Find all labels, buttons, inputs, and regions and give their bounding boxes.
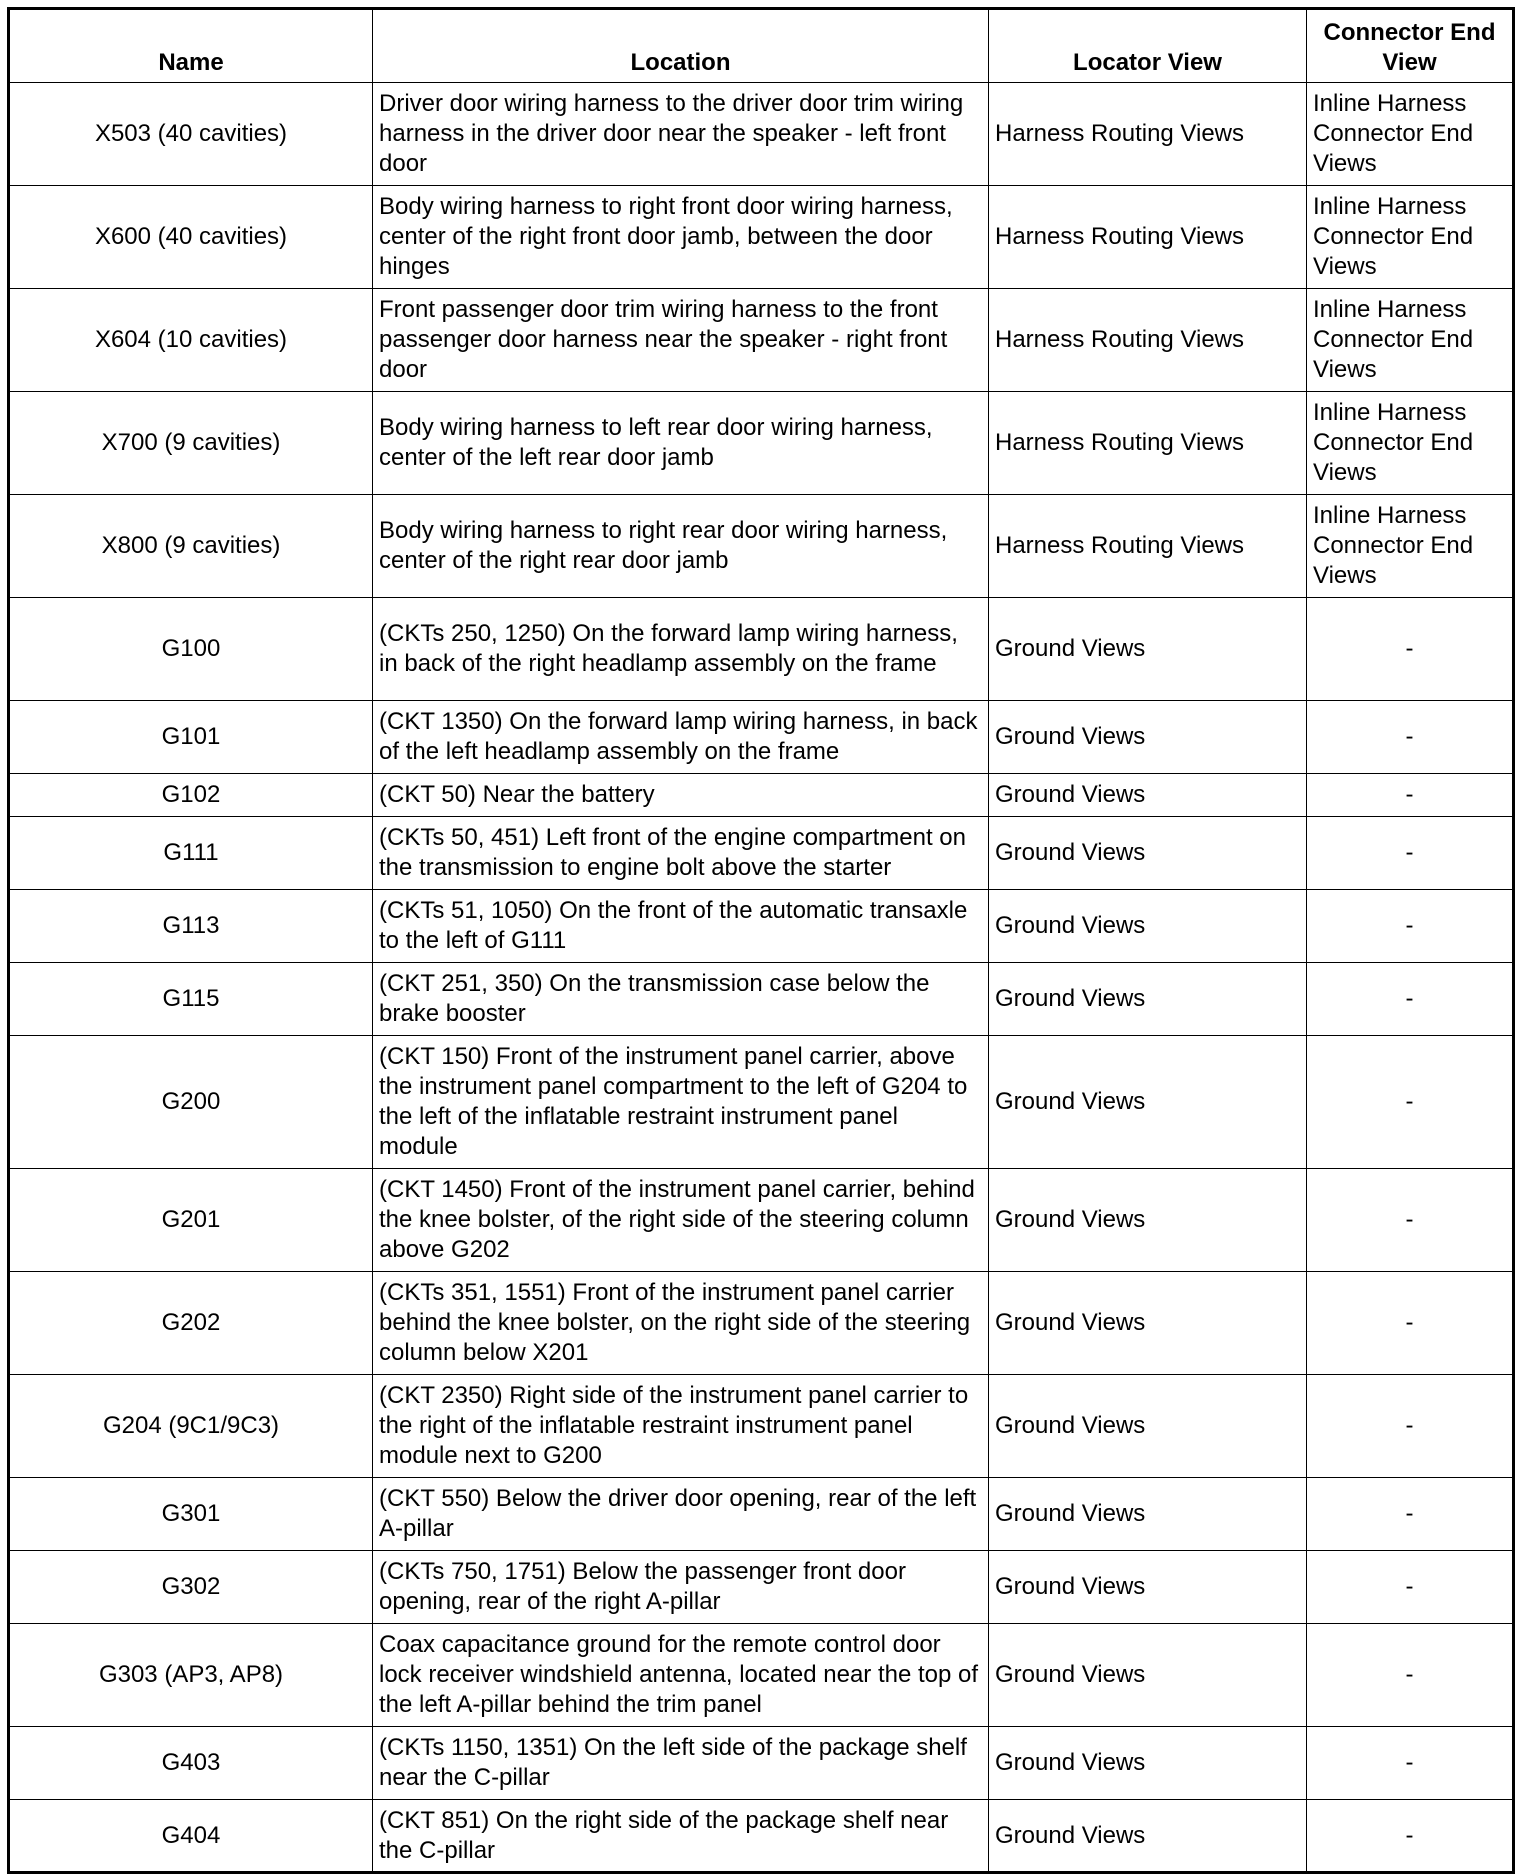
cell-name: G302 xyxy=(9,1551,373,1624)
cell-name: X800 (9 cavities) xyxy=(9,495,373,598)
cell-locator-view: Ground Views xyxy=(989,1727,1307,1800)
cell-locator-view: Ground Views xyxy=(989,1800,1307,1873)
table-row xyxy=(9,774,1514,817)
cell-connector-end-view: - xyxy=(1307,598,1514,701)
cell-locator-view: Ground Views xyxy=(989,1036,1307,1169)
cell-connector-end-view: - xyxy=(1307,1727,1514,1800)
table-row xyxy=(9,1272,1514,1375)
cell-connector-end-view: - xyxy=(1307,774,1514,817)
cell-locator-view: Harness Routing Views xyxy=(989,186,1307,289)
cell-locator-view: Ground Views xyxy=(989,1551,1307,1624)
cell-locator-view: Harness Routing Views xyxy=(989,392,1307,495)
cell-connector-end-view: - xyxy=(1307,1800,1514,1873)
cell-locator-view: Ground Views xyxy=(989,963,1307,1036)
cell-name: G113 xyxy=(9,890,373,963)
cell-location: (CKTs 50, 451) Left front of the engine compartment on the transmission to engine bolt above the starter xyxy=(373,817,989,890)
cell-name: X503 (40 cavities) xyxy=(9,83,373,186)
cell-location: (CKT 550) Below the driver door opening, rear of the left A-pillar xyxy=(373,1478,989,1551)
connector-table xyxy=(7,7,1515,1874)
cell-location: Body wiring harness to right front door wiring harness, center of the right front door jamb, between the door hinges xyxy=(373,186,989,289)
cell-name: G102 xyxy=(9,774,373,817)
cell-connector-end-view: - xyxy=(1307,701,1514,774)
cell-locator-view: Ground Views xyxy=(989,1272,1307,1375)
header-connector-end-view: Connector End View xyxy=(1307,9,1514,83)
cell-location: (CKT 1350) On the forward lamp wiring harness, in back of the left headlamp assembly on the frame xyxy=(373,701,989,774)
cell-location: Body wiring harness to left rear door wiring harness, center of the left rear door jamb xyxy=(373,392,989,495)
cell-locator-view: Ground Views xyxy=(989,701,1307,774)
header-name: Name xyxy=(9,9,373,83)
cell-name: G115 xyxy=(9,963,373,1036)
cell-location: Driver door wiring harness to the driver door trim wiring harness in the driver door near the speaker - left front door xyxy=(373,83,989,186)
table-row xyxy=(9,701,1514,774)
cell-connector-end-view: - xyxy=(1307,1624,1514,1727)
table-row xyxy=(9,817,1514,890)
cell-locator-view: Harness Routing Views xyxy=(989,495,1307,598)
table-header-row xyxy=(9,9,1514,83)
cell-locator-view: Ground Views xyxy=(989,1624,1307,1727)
cell-connector-end-view: Inline Harness Connector End Views xyxy=(1307,392,1514,495)
table-row xyxy=(9,1478,1514,1551)
table-row xyxy=(9,1036,1514,1169)
cell-locator-view: Harness Routing Views xyxy=(989,289,1307,392)
cell-name: X600 (40 cavities) xyxy=(9,186,373,289)
cell-connector-end-view: - xyxy=(1307,1272,1514,1375)
header-locator-view: Locator View xyxy=(989,9,1307,83)
cell-name: X700 (9 cavities) xyxy=(9,392,373,495)
cell-locator-view: Ground Views xyxy=(989,1169,1307,1272)
cell-connector-end-view: - xyxy=(1307,890,1514,963)
cell-connector-end-view: - xyxy=(1307,1478,1514,1551)
cell-location: (CKTs 351, 1551) Front of the instrument panel carrier behind the knee bolster, on the right side of the steering column below X201 xyxy=(373,1272,989,1375)
table-row xyxy=(9,1551,1514,1624)
table-row xyxy=(9,1169,1514,1272)
cell-connector-end-view: Inline Harness Connector End Views xyxy=(1307,186,1514,289)
cell-connector-end-view: - xyxy=(1307,1169,1514,1272)
cell-location: (CKTs 250, 1250) On the forward lamp wiring harness, in back of the right headlamp assembly on the frame xyxy=(373,598,989,701)
cell-locator-view: Ground Views xyxy=(989,817,1307,890)
cell-location: (CKT 1450) Front of the instrument panel carrier, behind the knee bolster, of the right side of the steering column above G202 xyxy=(373,1169,989,1272)
cell-name: X604 (10 cavities) xyxy=(9,289,373,392)
table-row xyxy=(9,598,1514,701)
cell-locator-view: Ground Views xyxy=(989,1478,1307,1551)
table-row xyxy=(9,495,1514,598)
table-row xyxy=(9,890,1514,963)
cell-location: (CKT 150) Front of the instrument panel carrier, above the instrument panel compartment to the left of G204 to the left of the inflatable restraint instrument panel module xyxy=(373,1036,989,1169)
table-row xyxy=(9,1727,1514,1800)
cell-name: G201 xyxy=(9,1169,373,1272)
cell-name: G101 xyxy=(9,701,373,774)
table-row xyxy=(9,83,1514,186)
cell-location: (CKT 50) Near the battery xyxy=(373,774,989,817)
cell-name: G403 xyxy=(9,1727,373,1800)
table-row xyxy=(9,1624,1514,1727)
cell-location: (CKTs 1150, 1351) On the left side of the package shelf near the C-pillar xyxy=(373,1727,989,1800)
cell-locator-view: Ground Views xyxy=(989,598,1307,701)
cell-name: G202 xyxy=(9,1272,373,1375)
table-row xyxy=(9,186,1514,289)
cell-name: G204 (9C1/9C3) xyxy=(9,1375,373,1478)
cell-connector-end-view: - xyxy=(1307,1375,1514,1478)
cell-location: (CKT 851) On the right side of the package shelf near the C-pillar xyxy=(373,1800,989,1873)
cell-location: (CKT 251, 350) On the transmission case below the brake booster xyxy=(373,963,989,1036)
table-row xyxy=(9,963,1514,1036)
cell-name: G100 xyxy=(9,598,373,701)
cell-connector-end-view: Inline Harness Connector End Views xyxy=(1307,495,1514,598)
cell-connector-end-view: - xyxy=(1307,817,1514,890)
cell-location: Body wiring harness to right rear door wiring harness, center of the right rear door jamb xyxy=(373,495,989,598)
cell-location: Front passenger door trim wiring harness to the front passenger door harness near the speaker - right front door xyxy=(373,289,989,392)
cell-locator-view: Ground Views xyxy=(989,1375,1307,1478)
cell-connector-end-view: - xyxy=(1307,1551,1514,1624)
cell-name: G404 xyxy=(9,1800,373,1873)
cell-locator-view: Ground Views xyxy=(989,890,1307,963)
cell-location: (CKTs 51, 1050) On the front of the automatic transaxle to the left of G111 xyxy=(373,890,989,963)
cell-location: Coax capacitance ground for the remote control door lock receiver windshield antenna, located near the top of the left A-pillar behind the trim panel xyxy=(373,1624,989,1727)
header-location: Location xyxy=(373,9,989,83)
cell-location: (CKT 2350) Right side of the instrument panel carrier to the right of the inflatable restraint instrument panel module next to G200 xyxy=(373,1375,989,1478)
cell-name: G111 xyxy=(9,817,373,890)
table-row xyxy=(9,1375,1514,1478)
cell-locator-view: Ground Views xyxy=(989,774,1307,817)
table-row xyxy=(9,289,1514,392)
cell-connector-end-view: - xyxy=(1307,963,1514,1036)
table-row xyxy=(9,392,1514,495)
cell-connector-end-view: - xyxy=(1307,1036,1514,1169)
cell-locator-view: Harness Routing Views xyxy=(989,83,1307,186)
cell-location: (CKTs 750, 1751) Below the passenger front door opening, rear of the right A-pillar xyxy=(373,1551,989,1624)
cell-name: G301 xyxy=(9,1478,373,1551)
cell-connector-end-view: Inline Harness Connector End Views xyxy=(1307,289,1514,392)
cell-name: G303 (AP3, AP8) xyxy=(9,1624,373,1727)
cell-connector-end-view: Inline Harness Connector End Views xyxy=(1307,83,1514,186)
cell-name: G200 xyxy=(9,1036,373,1169)
